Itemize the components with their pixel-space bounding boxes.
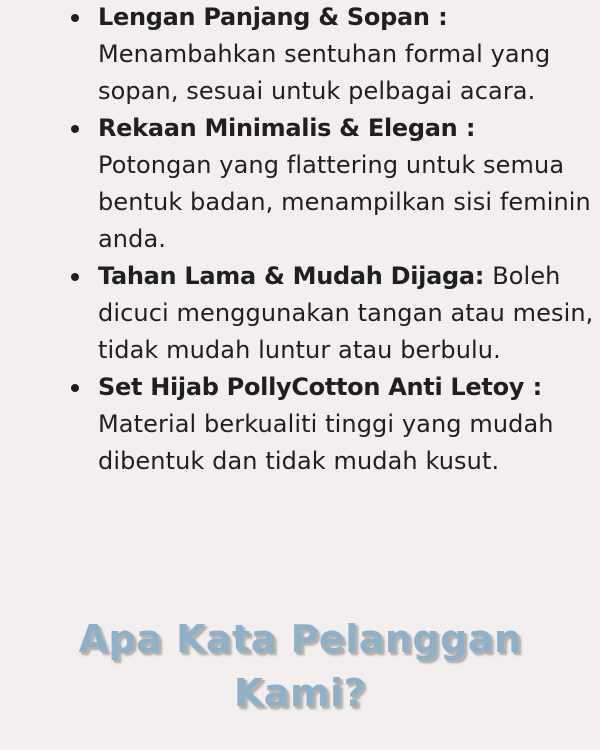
bullet-icon: [71, 14, 79, 22]
feature-title: Tahan Lama & Mudah Dijaga: [98, 262, 475, 290]
feature-separator: :: [457, 114, 476, 142]
bullet-icon: [71, 125, 79, 133]
testimonials-heading: Apa Kata Pelanggan Kami?: [78, 617, 522, 715]
feature-separator: :: [429, 3, 448, 31]
feature-title: Rekaan Minimalis & Elegan: [98, 114, 458, 142]
feature-description: Material berkualiti tinggi yang mudah dibentuk dan tidak mudah kusut.: [98, 410, 554, 475]
bullet-icon: [71, 273, 79, 281]
feature-item-durability: [60, 258, 595, 369]
feature-title: Lengan Panjang & Sopan: [98, 3, 430, 31]
feature-separator: :: [474, 262, 485, 290]
feature-description: Potongan yang flattering untuk semua bentuk badan, menampilkan sisi feminin anda.: [98, 151, 591, 253]
feature-title: Set Hijab PollyCotton Anti Letoy: [98, 373, 525, 401]
bullet-icon: [71, 384, 79, 392]
feature-separator: :: [524, 373, 543, 401]
feature-item-design: [60, 110, 595, 258]
feature-item-hijab-set: [60, 369, 595, 480]
feature-description: Menambahkan sentuhan formal yang sopan, sesuai untuk pelbagai acara.: [98, 40, 551, 105]
feature-list: [60, 0, 595, 480]
feature-item-sleeves: [60, 0, 595, 110]
feature-description: Boleh dicuci menggunakan tangan atau mesin, tidak mudah luntur atau berbulu.: [98, 262, 594, 364]
